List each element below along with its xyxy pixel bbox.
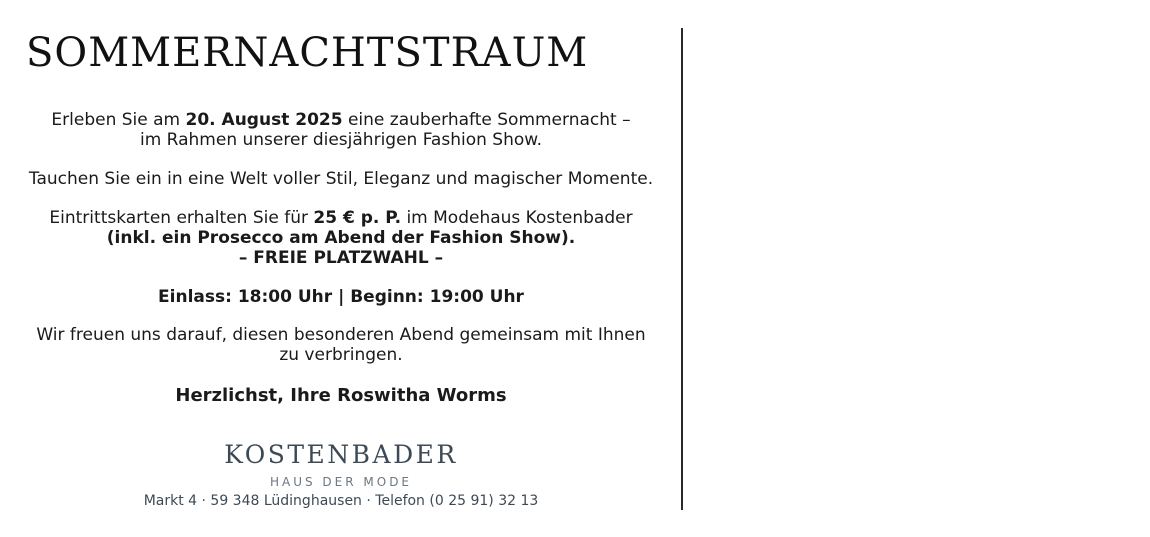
invitation-line: Tauchen Sie ein in eine Welt voller Stil, Eleganz und magischer Momente.	[28, 169, 654, 189]
ticket-line-1	[0, 208, 682, 228]
ticket-line-2: (inkl. ein Prosecco am Abend der Fashion Show).	[106, 228, 576, 248]
ticket-text-pre: Eintrittskarten erhalten Sie für	[49, 208, 314, 228]
ticket-paragraph	[0, 208, 682, 268]
closing-line-1: Wir freuen uns darauf, diesen besonderen Abend gemeinsam mit Ihnen	[36, 325, 646, 345]
ticket-text-post: im Modehaus Kostenbader	[401, 208, 633, 228]
brand-tagline: HAUS DER MODE	[269, 475, 413, 489]
intro-line-1	[0, 110, 682, 130]
intro-text-pre: Erleben Sie am	[51, 110, 186, 130]
intro-paragraph	[0, 110, 682, 150]
schedule-paragraph	[0, 287, 682, 307]
invitation-paragraph	[0, 169, 682, 189]
closing-paragraph	[0, 325, 682, 365]
brand-logo: KOSTENBADER	[224, 440, 458, 469]
signature	[0, 386, 682, 406]
vertical-divider	[681, 28, 683, 510]
ticket-price: 25 € p. P.	[313, 208, 402, 228]
signature-line: Herzlichst, Ihre Roswitha Worms	[175, 385, 507, 406]
seating-note: – FREIE PLATZWAHL –	[238, 248, 444, 268]
intro-line-2: im Rahmen unserer diesjährigen Fashion Show.	[139, 130, 542, 150]
brand-address: Markt 4 · 59 348 Lüdinghausen · Telefon (0 25 91) 32 13	[143, 493, 539, 509]
closing-line-2: zu verbringen.	[279, 345, 403, 365]
event-date: 20. August 2025	[185, 110, 343, 130]
schedule-line: Einlass: 18:00 Uhr | Beginn: 19:00 Uhr	[158, 287, 524, 307]
intro-text-post: eine zauberhafte Sommernacht –	[342, 110, 631, 130]
page-title: sommernachtstraum	[26, 14, 589, 80]
